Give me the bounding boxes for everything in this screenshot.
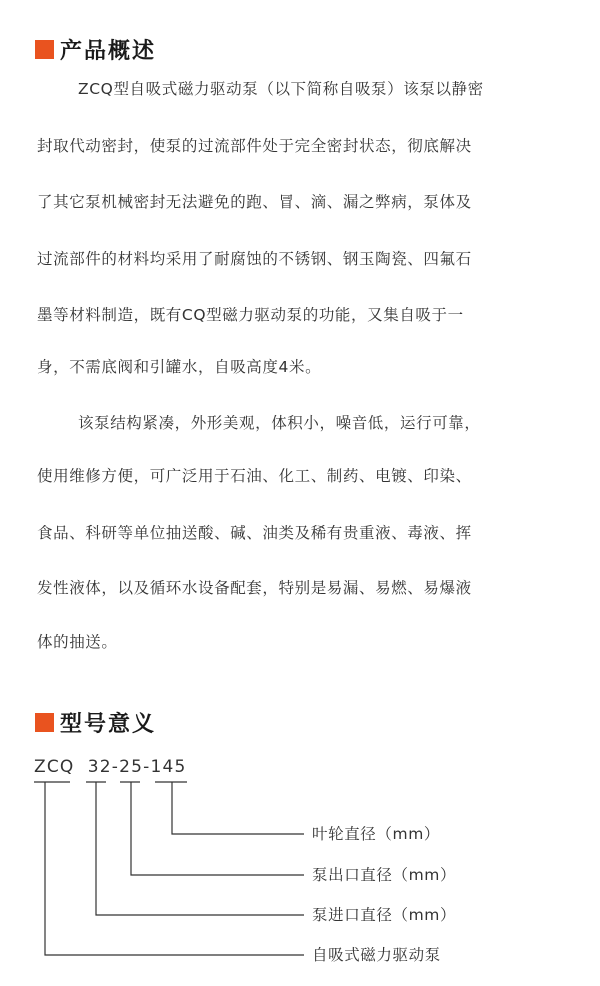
- overview-paragraph2-line: 食品、科研等单位抽送酸、碱、油类及稀有贵重液、毒液、挥: [37, 524, 472, 542]
- callout-label-series: 自吸式磁力驱动泵: [312, 946, 441, 964]
- overview-paragraph1-line: 封取代动密封，使泵的过流部件处于完全密封状态，彻底解决: [37, 137, 472, 155]
- callout-label-impeller: 叶轮直径（mm）: [312, 825, 440, 843]
- model-code-inlet: 32: [87, 757, 112, 777]
- model-code-gap: [75, 757, 88, 777]
- model-code-impeller: 145: [150, 757, 187, 777]
- model-code-outlet: 25: [119, 757, 144, 777]
- leader-line-series: [45, 782, 304, 955]
- model-meaning-heading: [35, 707, 156, 737]
- overview-heading: [35, 34, 156, 64]
- overview-paragraph1-line: 过流部件的材料均采用了耐腐蚀的不锈钢、钢玉陶瓷、四氟石: [37, 250, 472, 268]
- overview-paragraph2-line: 使用维修方便，可广泛用于石油、化工、制药、电镀、印染、: [37, 467, 472, 485]
- overview-title: 产品概述: [60, 38, 157, 64]
- square-bullet-icon: [35, 713, 54, 732]
- overview-paragraph2-line: 该泵结构紧凑，外形美观，体积小，噪音低，运行可靠，: [78, 414, 481, 432]
- leader-line-impeller: [172, 782, 304, 834]
- callout-label-outlet: 泵出口直径（mm）: [312, 866, 457, 884]
- square-bullet-icon: [35, 40, 54, 59]
- overview-paragraph1-line: ZCQ型自吸式磁力驱动泵（以下简称自吸泵）该泵以静密: [78, 80, 484, 98]
- model-code-dash: -: [111, 757, 120, 777]
- model-code-dash: -: [143, 757, 151, 777]
- overview-paragraph2-line: 发性液体，以及循环水设备配套，特别是易漏、易燃、易爆液: [37, 579, 472, 597]
- callout-label-inlet: 泵进口直径（mm）: [312, 906, 457, 924]
- leader-line-inlet: [96, 782, 304, 915]
- overview-paragraph1-line: 身，不需底阀和引罐水，自吸高度4米。: [37, 358, 322, 376]
- leader-line-outlet: [131, 782, 304, 875]
- model-meaning-title: 型号意义: [60, 711, 157, 737]
- model-code: [34, 757, 187, 781]
- overview-paragraph2-line: 体的抽送。: [37, 633, 118, 651]
- overview-paragraph1-line: 墨等材料制造，既有CQ型磁力驱动泵的功能，又集自吸于一: [37, 306, 464, 324]
- model-code-series: ZCQ: [34, 757, 75, 777]
- overview-paragraph1-line: 了其它泵机械密封无法避免的跑、冒、滴、漏之弊病，泵体及: [37, 193, 472, 211]
